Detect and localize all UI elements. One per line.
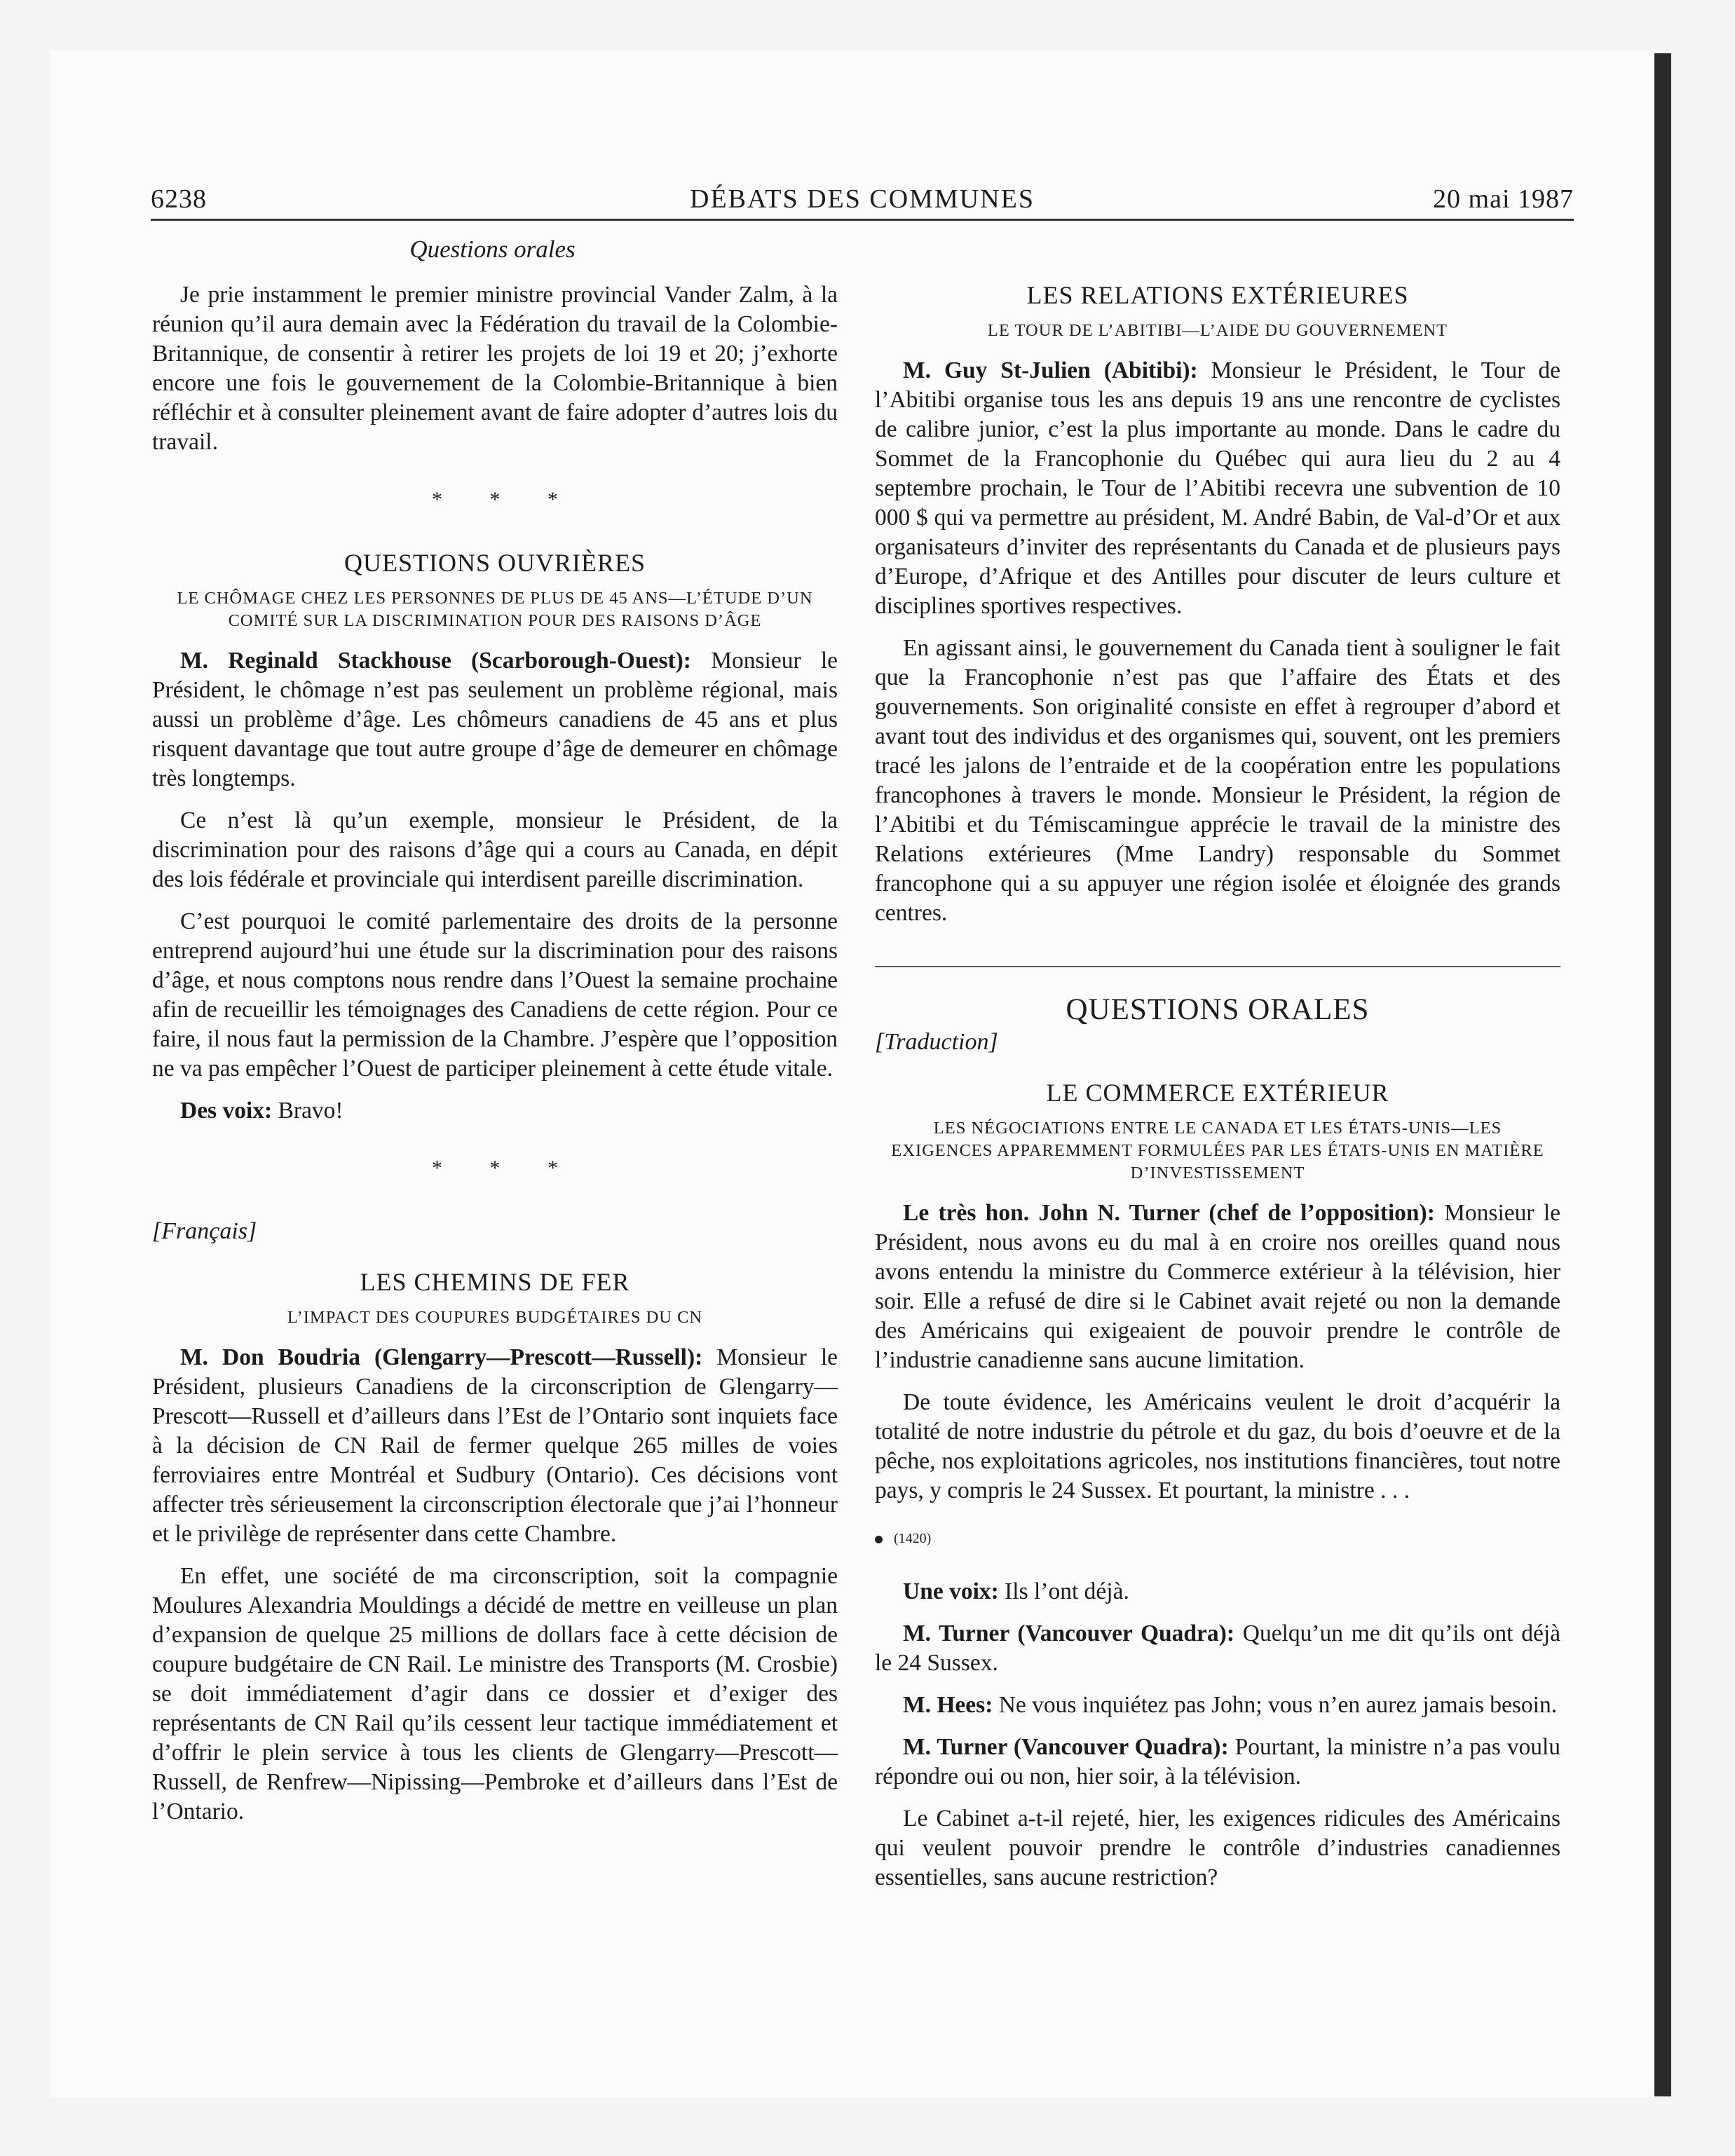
speaker-name: M. Turner (Vancouver Quadra): <box>903 1734 1229 1760</box>
section-label: Questions orales <box>409 236 576 263</box>
speech-paragraph: Le Cabinet a-t-il rejeté, hier, les exigences ridicules des Américains qui veulent pouvoir prendre le contrôle d’industries canadiennes essentielles, sans aucune restriction? <box>875 1806 1560 1890</box>
speaker-name: Le très hon. John N. Turner (chef de l’opposition): <box>903 1200 1435 1226</box>
scan-edge-bar <box>1654 53 1671 2096</box>
speech-paragraph <box>875 1199 1560 1375</box>
speaker-name: M. Guy St-Julien (Abitibi): <box>903 357 1198 383</box>
speech-paragraph: Ce n’est là qu’un exemple, monsieur le Président, de la discrimination pour des raisons d’âge qui a cours au Canada, en dépit des lois fédérale et provinciale qui interdisent pareille discrimination. <box>152 807 838 892</box>
speech-paragraph <box>875 1691 1560 1720</box>
issue-date: 20 mai 1987 <box>1433 184 1574 214</box>
speaker-name: M. Hees: <box>903 1692 993 1718</box>
speech-text: Monsieur le Président, nous avons eu du mal à en croire nos oreilles quand nous avons entendu la ministre du Commerce extérieur à la télévision, hier soir. Elle a refusé de dire si le Cabinet avait rejeté ou non la demande des Américains qui exigeaient de pouvoir prendre le contrôle de l’industrie canadienne sans aucune limitation. <box>875 1200 1560 1373</box>
speech-text: Quelqu’un me dit qu’ils ont déjà le 24 Sussex. <box>875 1621 1561 1676</box>
translation-marker: [Traduction] <box>875 1029 998 1055</box>
speech-text: Monsieur le Président, plusieurs Canadiens de la circonscription de Glengarry—Prescott—Russell et d’ailleurs dans l’Est de l’Ontario sont inquiets face à la décision de CN Rail de fermer quelque 265 milles de voies ferroviaires entre Montréal et Sudbury (Ontario). Ces décisions vont affecter très sérieusement la circonscription électorale que j’ai l’honneur et le privilège de représenter dans cette Chambre. <box>152 1344 838 1547</box>
bullet-icon <box>875 1536 883 1543</box>
right-column <box>875 280 1560 1905</box>
main-heading: QUESTIONS ORALES <box>1066 993 1370 1026</box>
speech-paragraph: De toute évidence, les Américains veulent le droit d’acquérir la totalité de notre industrie du pétrole et du gaz, du bois d’oeuvre et de la pêche, nos exploitations agricoles, nos institutions financières, tout notre pays, y compris le 24 Sussex. Et pourtant, la ministre . . . <box>875 1389 1560 1503</box>
language-marker: [Français] <box>152 1218 257 1244</box>
speaker-name: M. Don Boudria (Glengarry—Prescott—Russell): <box>180 1344 703 1370</box>
speech-paragraph: En agissant ainsi, le gouvernement du Canada tient à souligner le fait que la Francophonie n’est pas que l’affaire des États et des gouvernements. Son originalité consiste en effet à regrouper d’abord et avant tout des individus et des organismes qui, souvent, ont les premiers tracé les jalons de l’entraide et de la coopération entre les populations francophones à travers le monde. Monsieur le Président, la région de l’Abitibi et du Témiscamingue apprécie le travail de la ministre des Relations extérieures (Mme Landry) responsable du Sommet francophone qui a su appuyer une région isolée et éloignée des grands centres. <box>875 635 1560 926</box>
speech-paragraph: En effet, une société de ma circonscription, soit la compagnie Moulures Alexandria Mouldings a décidé de mettre en veilleuse un plan d’expansion de quelque 25 millions de dollars face à cette décision de coupure budgétaire de CN Rail. Le ministre des Transports (M. Crosbie) se doit immédiatement d’agir dans ce dossier et d’exiger des représentants de CN Rail qu’ils cessent leur tactique immédiatement et d’offrir le plein service à tous les clients de Glengarry—Prescott—Russell, de Renfrew—Nipissing—Pembroke et d’ailleurs dans l’Est de l’Ontario. <box>152 1563 838 1824</box>
separator-stars: * * * <box>432 1157 579 1180</box>
page-number: 6238 <box>151 184 207 214</box>
speaker-name: Des voix: <box>180 1098 273 1124</box>
speaker-name: Une voix: <box>903 1578 999 1604</box>
section-title: QUESTIONS OUVRIÈRES <box>343 549 646 577</box>
speech-text: Bravo! <box>278 1098 343 1124</box>
speech-text: Ils l’ont déjà. <box>1005 1578 1129 1604</box>
speech-paragraph <box>875 356 1560 621</box>
speaker-name: M. Turner (Vancouver Quadra): <box>903 1621 1234 1646</box>
section-title: LE COMMERCE EXTÉRIEUR <box>1046 1079 1389 1107</box>
time-marker <box>875 1524 1560 1553</box>
speech-paragraph <box>875 1619 1560 1678</box>
section-subtitle: LE TOUR DE L’ABITIBI—L’AIDE DU GOUVERNEMENT <box>987 321 1448 340</box>
speech-text: Pourtant, la ministre n’a pas voulu répondre oui ou non, hier soir, à la télévision. <box>875 1734 1560 1789</box>
speech-text: Monsieur le Président, le chômage n’est pas seulement un problème régional, mais aussi un problème d’âge. Les chômeurs canadiens de 45 ans et plus risquent davantage que tout autre groupe d’âge de demeurer en chômage très longtemps. <box>152 648 838 791</box>
speech-paragraph <box>875 1733 1560 1792</box>
speech-text: Ne vous inquiétez pas John; vous n’en aurez jamais besoin. <box>998 1692 1558 1718</box>
time-marker-text: (1420) <box>894 1531 932 1546</box>
speech-paragraph <box>875 1577 1560 1606</box>
intro-paragraph: Je prie instamment le premier ministre provincial Vander Zalm, à la réunion qu’il aura demain avec la Fédération du travail de la Colombie-Britannique, de consentir à retirer les projets de loi 19 et 20; j’exhorte encore une fois le gouvernement de la Colombie-Britannique à bien réfléchir et à consulter pleinement avant de faire adopter d’autres lois du travail. <box>152 282 838 455</box>
speech-paragraph <box>152 646 838 793</box>
section-subtitle: L’IMPACT DES COUPURES BUDGÉTAIRES DU CN <box>287 1308 703 1327</box>
speech-paragraph: C’est pourquoi le comité parlementaire des droits de la personne entreprend aujourd’hui une étude sur la discrimination pour des raisons d’âge, et nous comptons nous rendre dans l’Ouest la semaine prochaine afin de recueillir les témoignages des Canadiens de cette région. Pour ce faire, il nous faut la permission de la Chambre. J’espère que l’opposition ne va pas empêcher l’Ouest de participer pleinement à cette étude vitale. <box>152 908 838 1082</box>
separator-stars: * * * <box>432 488 579 511</box>
section-subtitle: LE CHÔMAGE CHEZ LES PERSONNES DE PLUS DE 45 ANS—L’ÉTUDE D’UN COMITÉ SUR LA DISCRIMINATION POUR DES RAISONS D’ÂGE <box>177 589 813 630</box>
section-title: LES CHEMINS DE FER <box>360 1268 630 1296</box>
left-column <box>152 280 838 1839</box>
speaker-name: M. Reginald Stackhouse (Scarborough-Ouest): <box>180 648 691 674</box>
speech-text: Monsieur le Président, le Tour de l’Abitibi organise tous les ans depuis 19 ans une rencontre de cyclistes de calibre junior, c’est la plus importante au monde. Dans le cadre du Sommet de la Francophonie du Québec qui aura lieu du 2 au 4 septembre prochain, le Tour de l’Abitibi recevra une subvention de 10 000 $ qui va permettre au président, M. André Babin, de Val-d’Or et aux organisateurs d’inviter des représentants du Canada et de plusieurs pays d’Europe, d’Afrique et des Antilles pour discuter de leurs culture et disciplines sportives respectives. <box>875 357 1561 619</box>
section-subtitle: LES NÉGOCIATIONS ENTRE LE CANADA ET LES ÉTATS-UNIS—LES EXIGENCES APPAREMMENT FORMULÉES PAR LES ÉTATS-UNIS EN MATIÈRE D’INVESTISSEMENT <box>891 1119 1544 1182</box>
section-divider <box>875 966 1560 967</box>
section-title: LES RELATIONS EXTÉRIEURES <box>1026 281 1409 309</box>
running-header <box>151 184 1574 221</box>
speech-paragraph <box>152 1343 838 1549</box>
speech-paragraph <box>152 1096 838 1126</box>
publication-title: DÉBATS DES COMMUNES <box>690 184 1035 214</box>
